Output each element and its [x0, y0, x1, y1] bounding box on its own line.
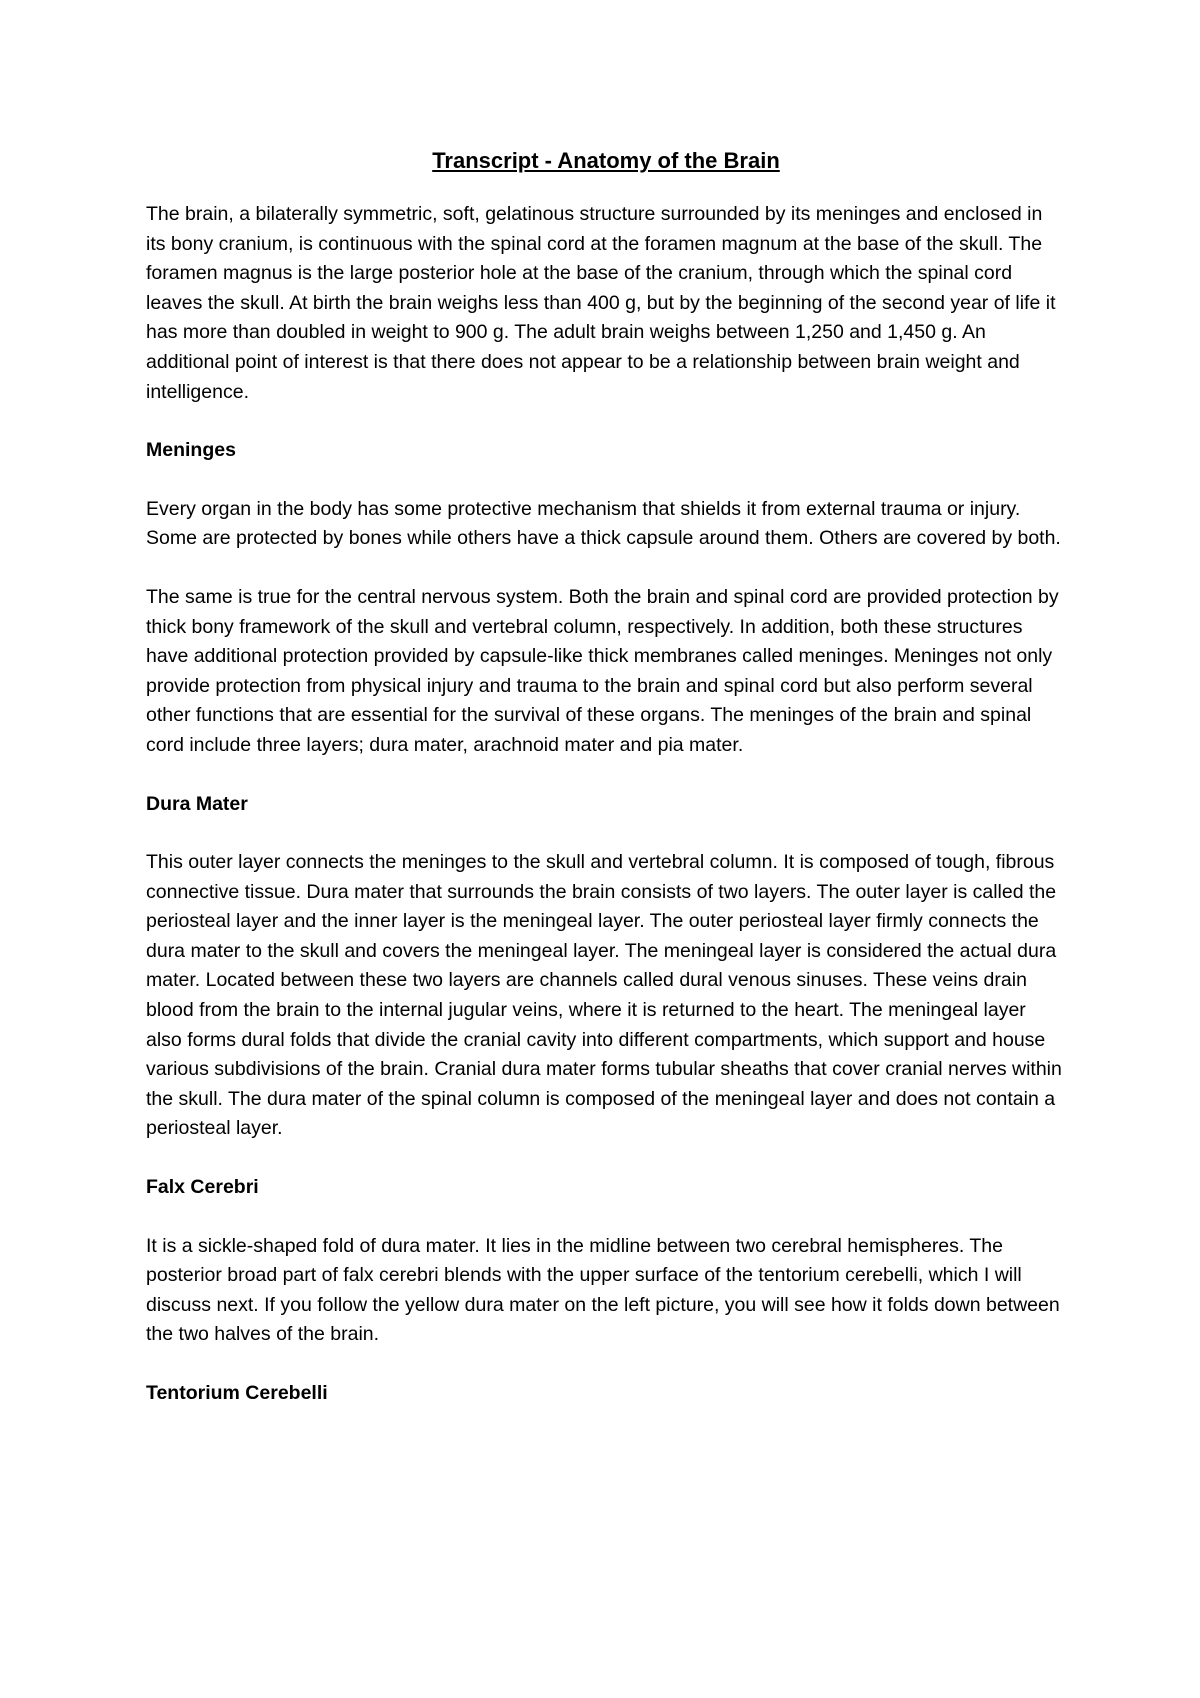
intro-paragraph: The brain, a bilaterally symmetric, soft, gelatinous structure surrounded by its meninges and enclosed in its bony cranium, is continuous with the spinal cord at the foramen magnum at the base of the skull. The foramen magnus is the large posterior hole at the base of the cranium, through which the spinal cord leaves the skull. At birth the brain weighs less than 400 g, but by the beginning of the second year of life it has more than doubled in weight to 900 g. The adult brain weighs between 1,250 and 1,450 g. An additional point of interest is that there does not appear to be a relationship between brain weight and intelligence.: [146, 203, 1056, 403]
section-heading-dura-mater: Dura Mater: [146, 792, 248, 815]
meninges-paragraph-1: Every organ in the body has some protective mechanism that shields it from external trauma or injury. Some are protected by bones while others have a thick capsule around them. Others are covered by both.: [146, 497, 1061, 550]
section-heading-falx-cerebri: Falx Cerebri: [146, 1176, 259, 1199]
falx-cerebri-paragraph: It is a sickle-shaped fold of dura mater. It lies in the midline between two cerebral hemispheres. The posterior broad part of falx cerebri blends with the upper surface of the tentorium cerebelli, which I will discuss next. If you follow the yellow dura mater on the left picture, you will see how it folds down between the two halves of the brain.: [146, 1234, 1060, 1346]
dura-mater-paragraph: This outer layer connects the meninges to the skull and vertebral column. It is composed of tough, fibrous connective tissue. Dura mater that surrounds the brain consists of two layers. The outer layer is called the periosteal layer and the inner layer is the meningeal layer. The outer periosteal layer firmly connects the dura mater to the skull and covers the meningeal layer. The meningeal layer is considered the actual dura mater. Located between these two layers are channels called dural venous sinuses. These veins drain blood from the brain to the internal jugular veins, where it is returned to the heart. The meningeal layer also forms dural folds that divide the cranial cavity into different compartments, which support and house various subdivisions of the brain. Cranial dura mater forms tubular sheaths that cover cranial nerves within the skull. The dura mater of the spinal column is composed of the meningeal layer and does not contain a periosteal layer.: [146, 851, 1062, 1140]
document-title: Transcript - Anatomy of the Brain: [432, 148, 780, 173]
section-heading-meninges: Meninges: [146, 439, 236, 462]
document-body: [146, 146, 1066, 1438]
section-heading-tentorium-cerebelli: Tentorium Cerebelli: [146, 1382, 328, 1404]
meninges-paragraph-2: The same is true for the central nervous system. Both the brain and spinal cord are provided protection by thick bony framework of the skull and vertebral column, respectively. In addition, both these structures have additional protection provided by capsule-like thick membranes called meninges. Meninges not only provide protection from physical injury and trauma to the brain and spinal cord but also perform several other functions that are essential for the survival of these organs. The meninges of the brain and spinal cord include three layers; dura mater, arachnoid mater and pia mater.: [146, 585, 1059, 756]
